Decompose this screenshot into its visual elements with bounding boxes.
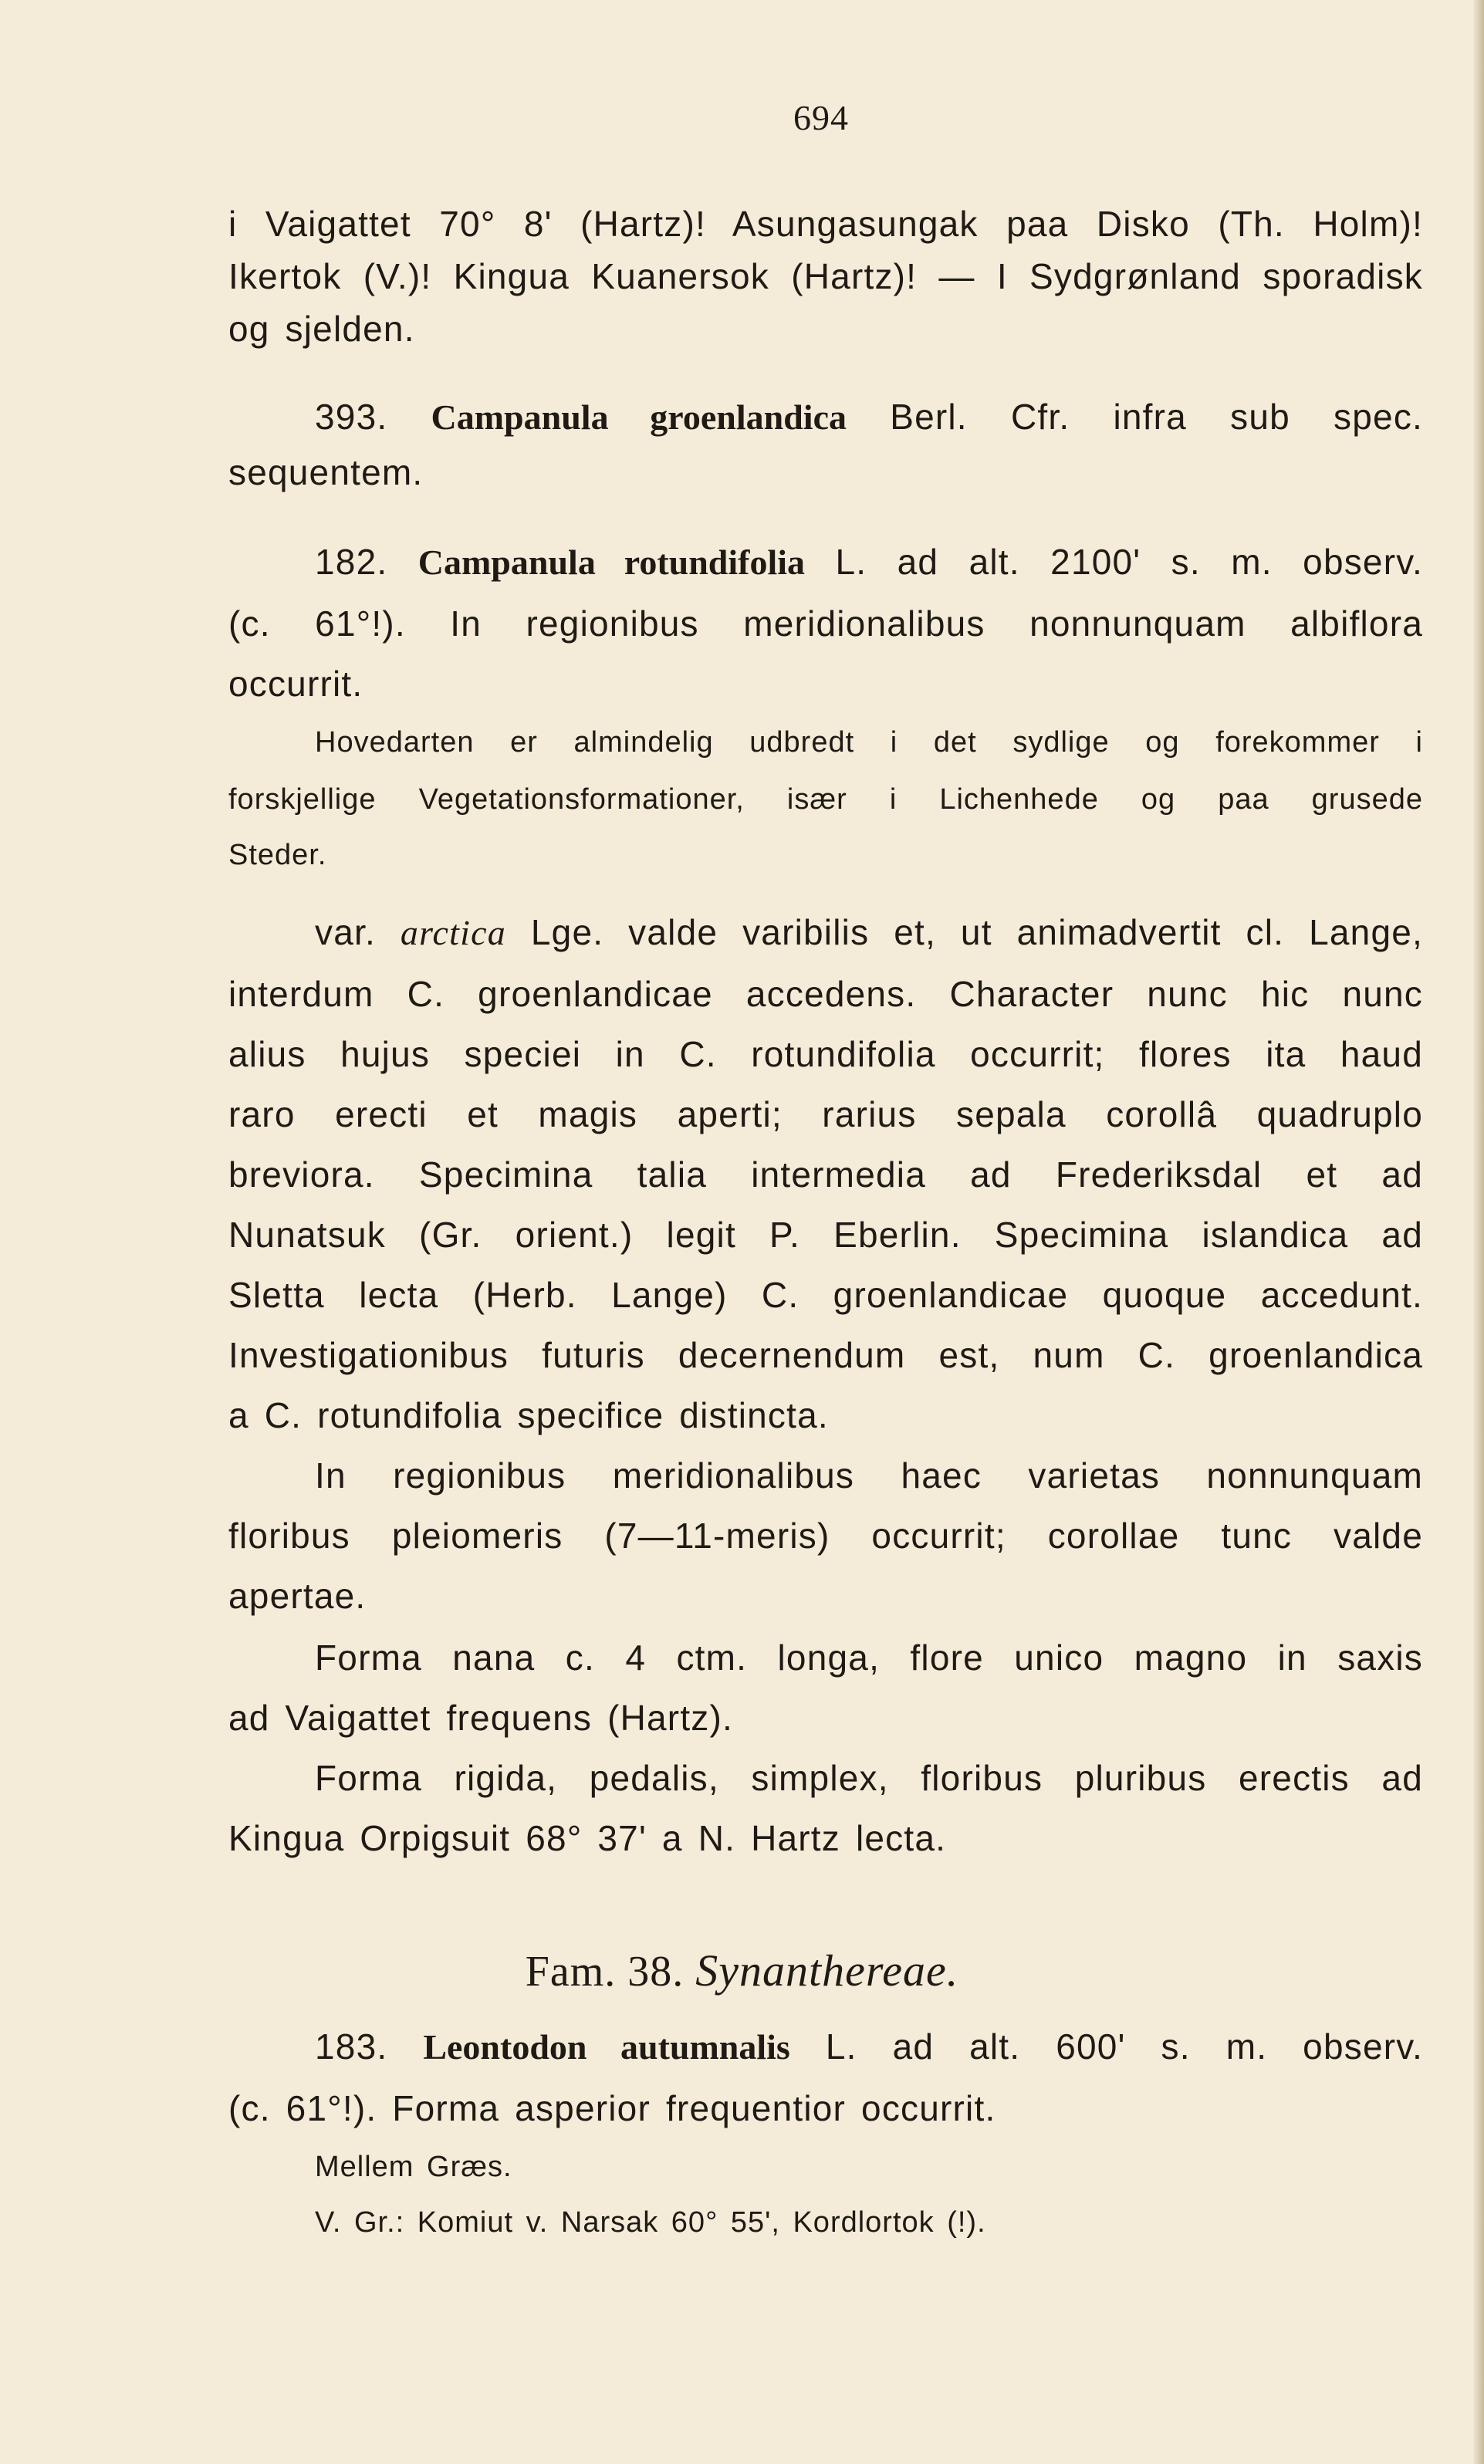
text-line: raro erecti et magis aperti; rarius sepala corollâ quadruplo: [228, 1094, 1423, 1134]
variety-paragraph: [315, 911, 1423, 955]
text-line: apertae.: [228, 1576, 367, 1616]
page-number: 694: [793, 98, 849, 137]
text-line: Forma nana c. 4 ctm. longa, flore unico magno in saxis: [315, 1638, 1423, 1678]
text-line: occurrit.: [228, 664, 363, 704]
text-line: Kingua Orpigsuit 68° 37' a N. Hartz lecta.: [228, 1818, 947, 1858]
text-line: breviora. Specimina talia intermedia ad Frederiksdal et ad: [228, 1154, 1423, 1195]
entry-number: 182.: [315, 542, 388, 582]
text-line: interdum C. groenlandicae accedens. Character nunc hic nunc: [228, 974, 1423, 1014]
variety-label: var.: [315, 912, 376, 952]
text-line: Sletta lecta (Herb. Lange) C. groenlandicae quoque accedunt.: [228, 1275, 1423, 1315]
page-edge: [1473, 0, 1484, 2464]
entry-text: L. ad alt. 600' s. m. observ.: [825, 2026, 1424, 2067]
text-line: i Vaigattet 70° 8' (Hartz)! Asungasungak paa Disko (Th. Holm)!: [228, 204, 1423, 244]
entry-number: 183.: [315, 2026, 388, 2067]
text-line: og sjelden.: [228, 309, 415, 349]
text-line: a C. rotundifolia specifice distincta.: [228, 1395, 829, 1435]
danish-note: Hovedarten er almindelig udbredt i det sydlige og forekommer i: [315, 726, 1423, 759]
danish-note: forskjellige Vegetationsformationer, især i Lichenhede og paa grusede: [228, 783, 1423, 816]
family-heading: [0, 1945, 1484, 1996]
species-name: Leontodon autumnalis: [423, 2027, 790, 2067]
species-name: Campanula groenlandica: [431, 397, 847, 437]
variety-name: arctica: [400, 913, 506, 952]
species-entry-183: [315, 2025, 1423, 2069]
text-line: Forma rigida, pedalis, simplex, floribus pluribus erectis ad: [315, 1758, 1423, 1798]
text-line: In regionibus meridionalibus haec varietas nonnunquam: [315, 1455, 1423, 1496]
entry-text: L. ad alt. 2100' s. m. observ.: [835, 542, 1423, 582]
text-line: Investigationibus futuris decernendum est, num C. groenlandica: [228, 1335, 1423, 1375]
danish-note: Mellem Græs.: [315, 2151, 512, 2183]
text-line: ad Vaigattet frequens (Hartz).: [228, 1698, 733, 1738]
entry-number: 393.: [315, 397, 388, 437]
species-entry-393: [315, 395, 1423, 439]
text-line: sequentem.: [228, 452, 424, 492]
text-line: Ikertok (V.)! Kingua Kuanersok (Hartz)! — I Sydgrønland sporadisk: [228, 256, 1423, 296]
text-line: floribus pleiomeris (7—11-meris) occurrit; corollae tunc valde: [228, 1516, 1423, 1556]
entry-text: Lge. valde varibilis et, ut animadvertit cl. Lange,: [530, 912, 1424, 952]
danish-note: Steder.: [228, 839, 327, 871]
danish-note: V. Gr.: Komiut v. Narsak 60° 55', Kordlortok (!).: [315, 2206, 986, 2239]
text-line: Nunatsuk (Gr. orient.) legit P. Eberlin. Specimina islandica ad: [228, 1215, 1423, 1255]
text-line: (c. 61°!). Forma asperior frequentior occurrit.: [228, 2088, 996, 2128]
species-name: Campanula rotundifolia: [417, 542, 806, 582]
family-number: Fam. 38.: [525, 1948, 685, 1996]
species-entry-182: [315, 540, 1423, 584]
text-line: (c. 61°!). In regionibus meridionalibus nonnunquam albiflora: [228, 603, 1423, 644]
text-line: alius hujus speciei in C. rotundifolia occurrit; flores ita haud: [228, 1034, 1423, 1074]
entry-text: Berl. Cfr. infra sub spec.: [890, 397, 1424, 437]
family-name: Synanthereae.: [695, 1945, 959, 1996]
